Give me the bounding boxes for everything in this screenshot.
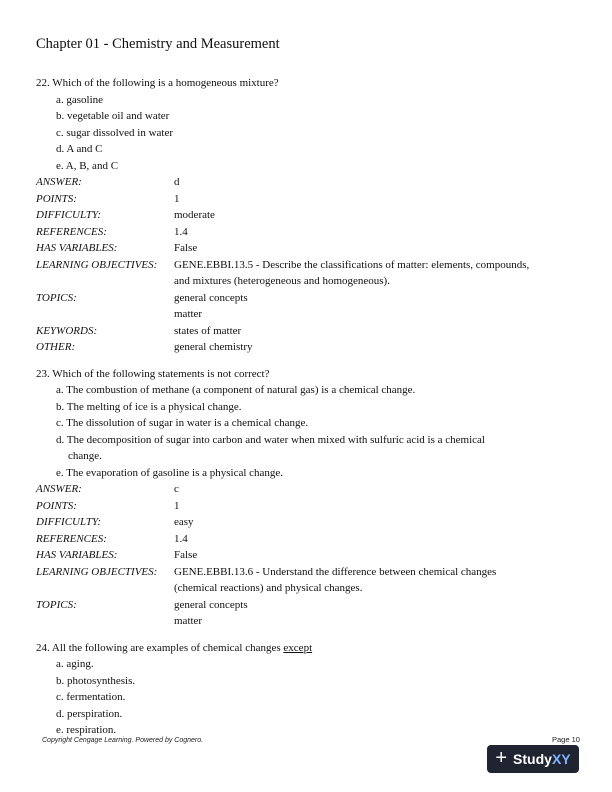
option-b: b. photosynthesis.	[56, 674, 136, 687]
topic-item: general concepts	[174, 598, 248, 611]
points-label: POINTS:	[36, 192, 77, 205]
points-value: 1	[174, 499, 180, 512]
references-label: REFERENCES:	[36, 225, 107, 238]
badge-word-study: Study	[513, 751, 552, 767]
learning-objectives-line: GENE.EBBI.13.5 - Describe the classifications of matter: elements, compounds,	[174, 258, 530, 271]
topics-value	[174, 290, 576, 323]
keywords-label: KEYWORDS:	[36, 324, 98, 337]
option-a: a. gasoline	[56, 93, 104, 106]
has-variables-value: False	[174, 242, 198, 254]
option-a: a. aging.	[56, 658, 94, 670]
option-b: b. vegetable oil and water	[56, 110, 170, 122]
points-label: POINTS:	[36, 499, 77, 512]
option-e: e. A, B, and C	[56, 159, 119, 172]
option-c: c. The dissolution of sugar in water is a chemical change.	[56, 417, 309, 429]
question-meta	[36, 174, 576, 356]
learning-objectives-line: (chemical reactions) and physical changes.	[174, 582, 363, 594]
answer-label: ANSWER:	[36, 176, 82, 188]
question-text-prefix: 24. All the following are examples of chemical changes	[36, 641, 284, 654]
question-23	[36, 366, 576, 630]
option-e: e. The evaporation of gasoline is a physical change.	[56, 466, 284, 479]
references-value: 1.4	[174, 532, 188, 545]
option-d-continuation: change.	[68, 450, 102, 462]
option-b: b. The melting of ice is a physical change.	[56, 400, 242, 413]
references-label: REFERENCES:	[36, 532, 107, 545]
learning-objectives-value	[174, 564, 576, 597]
question-22	[36, 75, 576, 356]
answer-value: c	[174, 483, 179, 495]
question-meta	[36, 481, 576, 630]
studyxy-badge[interactable]	[487, 745, 579, 773]
option-d	[36, 432, 576, 465]
topics-label: TOPICS:	[36, 598, 77, 611]
learning-objectives-line: and mixtures (heterogeneous and homogeneous).	[174, 275, 390, 287]
option-d-text: d. The decomposition of sugar into carbon and water when mixed with sulfuric acid is a chemical	[56, 433, 485, 446]
option-d: d. A and C	[56, 143, 103, 155]
difficulty-label: DIFFICULTY:	[36, 209, 102, 221]
answer-value: d	[174, 176, 180, 188]
question-text: 23. Which of the following statements is not correct?	[36, 367, 270, 380]
topic-item: general concepts	[174, 291, 248, 304]
question-text	[36, 640, 576, 657]
has-variables-value: False	[174, 549, 198, 561]
topic-item: matter	[174, 615, 203, 627]
has-variables-label: HAS VARIABLES:	[36, 549, 118, 561]
topics-label: TOPICS:	[36, 291, 77, 304]
difficulty-label: DIFFICULTY:	[36, 516, 102, 528]
keywords-value: states of matter	[174, 324, 242, 337]
learning-objectives-value	[174, 257, 576, 290]
options-list	[36, 382, 576, 481]
learning-objectives-label: LEARNING OBJECTIVES:	[36, 258, 158, 271]
option-d: d. perspiration.	[56, 707, 123, 720]
topic-item: matter	[174, 308, 203, 320]
plus-icon: +	[495, 747, 508, 769]
other-label: OTHER:	[36, 341, 76, 353]
difficulty-value: easy	[174, 516, 194, 528]
options-list	[36, 92, 576, 175]
answer-label: ANSWER:	[36, 483, 82, 495]
chapter-title: Chapter 01 - Chemistry and Measurement	[36, 36, 280, 52]
copyright-notice: Copyright Cengage Learning. Powered by Cognero.	[42, 737, 204, 744]
has-variables-label: HAS VARIABLES:	[36, 242, 118, 254]
question-24	[36, 640, 576, 739]
question-text: 22. Which of the following is a homogeneous mixture?	[36, 77, 279, 89]
option-c: c. fermentation.	[56, 691, 126, 703]
badge-label	[513, 751, 571, 767]
option-e: e. respiration.	[56, 724, 117, 736]
points-value: 1	[174, 192, 180, 205]
question-list	[36, 75, 576, 749]
references-value: 1.4	[174, 225, 188, 238]
option-a: a. The combustion of methane (a component of natural gas) is a chemical change.	[56, 384, 416, 396]
page-number: Page 10	[552, 735, 580, 744]
options-list	[36, 656, 576, 739]
learning-objectives-line: GENE.EBBI.13.6 - Understand the difference between chemical changes	[174, 565, 497, 578]
option-c: c. sugar dissolved in water	[56, 126, 173, 139]
learning-objectives-label: LEARNING OBJECTIVES:	[36, 565, 158, 578]
question-text-emphasis: except	[283, 641, 313, 654]
badge-word-xy: XY	[551, 751, 571, 767]
topics-value	[174, 597, 576, 630]
difficulty-value: moderate	[174, 209, 215, 221]
other-value: general chemistry	[174, 341, 253, 353]
